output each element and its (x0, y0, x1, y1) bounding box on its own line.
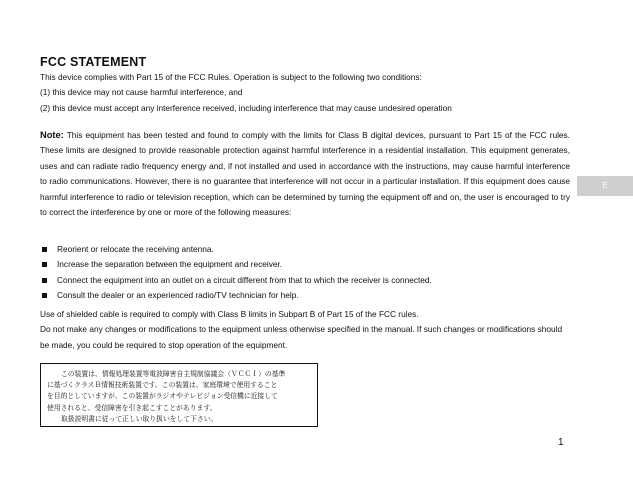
language-tab: E (577, 176, 633, 196)
note-label: Note: (40, 130, 64, 140)
page-number: 1 (558, 437, 564, 448)
list-item: Consult the dealer or an experienced radio/TV technician for help. (40, 288, 570, 303)
intro-condition-2: (2) this device must accept any interference received, including interference that may cause undesired operation (40, 102, 452, 113)
page-title: FCC STATEMENT (40, 55, 147, 69)
vcci-notice-box (40, 363, 318, 427)
note-paragraph (40, 128, 570, 220)
intro-line: This device complies with Part 15 of the FCC Rules. Operation is subject to the following two conditions: (40, 72, 422, 82)
vcci-line: この装置は、情報処理装置等電波障害自主規制協議会（ＶＣＣＩ）の基準 (61, 370, 286, 378)
modification-warning: Do not make any changes or modifications to the equipment unless otherwise specified in the manual. If such changes or modifications should be made, you could be required to stop operation of the equipment. (40, 324, 563, 350)
closing-paragraph (40, 307, 570, 353)
measures-list (40, 242, 570, 304)
list-item: Connect the equipment into an outlet on a circuit different from that to which the receiver is connected. (40, 273, 570, 288)
note-text: This equipment has been tested and found to comply with the limits for Class B digital devices, pursuant to Part 15 of the FCC rules. These limits are designed to provide reasonable protection against harmful interference in a residential installation. This equipment generates, uses and can radiate radio frequency energy and, if not installed and used in accordance with the instructions, may cause harmful interference to radio communications. However, there is no guarantee that interference will not occur in a particular installation. If this equipment does cause harmful interference to radio or television reception, which can be determined by turning the equipment off and on, the user is encouraged to try to correct the interference by one or more of the following measures: (40, 130, 570, 218)
vcci-line: 取扱説明書に従って正しい取り扱いをして下さい。 (61, 414, 218, 423)
intro-condition-1: (1) this device may not cause harmful interference, and (40, 87, 243, 98)
vcci-line: に基づくクラスＢ情報技術装置です。この装置は、家庭環境で使用すること (47, 381, 278, 390)
compliance-intro (40, 70, 570, 116)
list-item: Reorient or relocate the receiving antenna. (40, 242, 570, 257)
list-item: Increase the separation between the equipment and receiver. (40, 257, 570, 272)
shielded-cable-statement: Use of shielded cable is required to comply with Class B limits in Subpart B of Part 15 of the FCC rules. (40, 309, 419, 319)
vcci-line: 使用されると、受信障害を引き起こすことがあります。 (47, 403, 217, 412)
vcci-line: を目的としていますが、この装置がラジオやテレビジョン受信機に近接して (47, 392, 278, 401)
